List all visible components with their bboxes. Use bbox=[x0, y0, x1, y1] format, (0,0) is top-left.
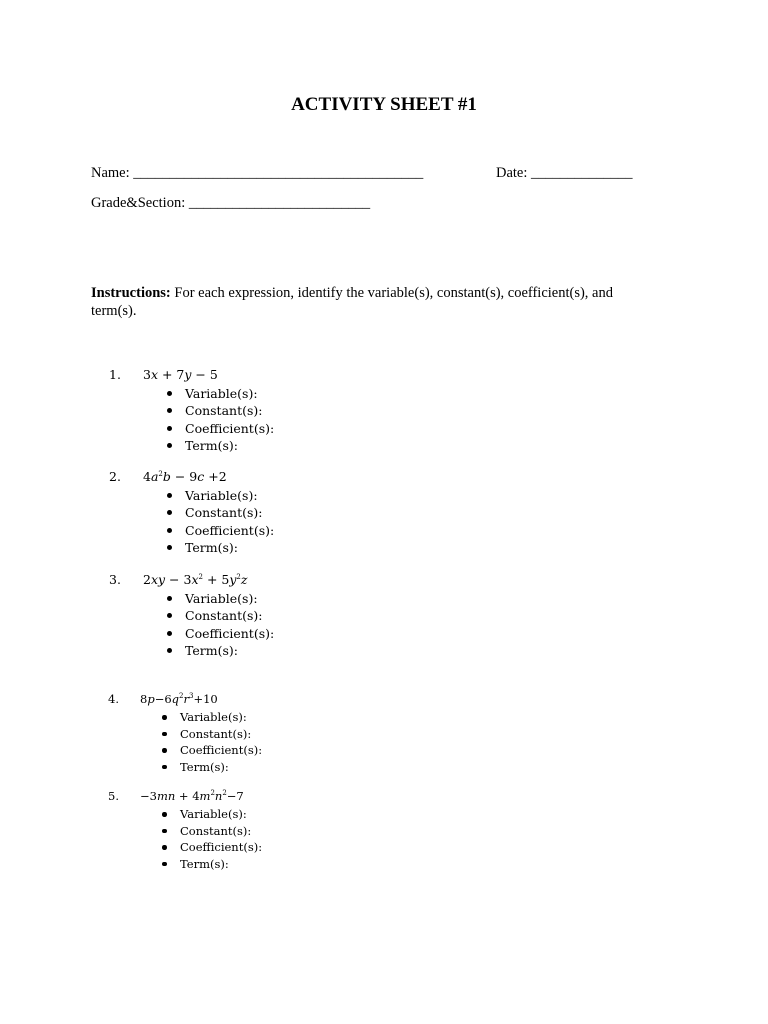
field-constants: Constant(s): bbox=[165, 607, 274, 624]
instructions-label: Instructions: bbox=[91, 285, 171, 301]
item-expression: $-3mn + 4m^2n^2-7$ bbox=[140, 789, 244, 803]
item-number: 3. bbox=[109, 572, 121, 587]
field-list bbox=[165, 385, 274, 455]
field-list bbox=[160, 806, 262, 872]
field-terms: Term(s): bbox=[165, 642, 274, 659]
field-constants: Constant(s): bbox=[160, 726, 262, 743]
field-coefficients: Coefficient(s): bbox=[160, 742, 262, 759]
item-number: 1. bbox=[109, 367, 121, 382]
item-number: 2. bbox=[109, 469, 121, 484]
name-field: Name: ________________________________________ bbox=[91, 165, 424, 181]
item-expression: $8p-6q^2r^3+10$ bbox=[140, 692, 218, 706]
field-list bbox=[165, 487, 274, 557]
field-constants: Constant(s): bbox=[165, 402, 274, 419]
field-terms: Term(s): bbox=[165, 539, 274, 556]
page-title: ACTIVITY SHEET #1 bbox=[291, 94, 477, 115]
field-variables: Variable(s): bbox=[160, 806, 262, 823]
field-terms: Term(s): bbox=[160, 856, 262, 873]
field-list bbox=[165, 590, 274, 660]
item-number: 4. bbox=[108, 692, 119, 706]
item-expression: $2xy - 3x^2 + 5y^2z$ bbox=[143, 572, 248, 587]
field-coefficients: Coefficient(s): bbox=[165, 625, 274, 642]
field-coefficients: Coefficient(s): bbox=[165, 420, 274, 437]
item-number: 5. bbox=[108, 789, 119, 803]
item-expression: 3x + 7y − 5 bbox=[143, 367, 218, 382]
field-coefficients: Coefficient(s): bbox=[165, 522, 274, 539]
field-variables: Variable(s): bbox=[165, 590, 274, 607]
field-terms: Term(s): bbox=[160, 759, 262, 776]
grade-section-field: Grade&Section: _________________________ bbox=[91, 195, 371, 211]
instructions-text: For each expression, identify the variable(s), constant(s), coefficient(s), and term(s). bbox=[91, 285, 613, 319]
field-variables: Variable(s): bbox=[165, 487, 274, 504]
item-expression: $4a^2b - 9c +2$ bbox=[143, 469, 227, 484]
field-variables: Variable(s): bbox=[165, 385, 274, 402]
date-field: Date: ______________ bbox=[496, 165, 633, 181]
instructions bbox=[91, 284, 651, 320]
field-constants: Constant(s): bbox=[160, 823, 262, 840]
field-constants: Constant(s): bbox=[165, 504, 274, 521]
field-coefficients: Coefficient(s): bbox=[160, 839, 262, 856]
field-list bbox=[160, 709, 262, 775]
field-terms: Term(s): bbox=[165, 437, 274, 454]
field-variables: Variable(s): bbox=[160, 709, 262, 726]
